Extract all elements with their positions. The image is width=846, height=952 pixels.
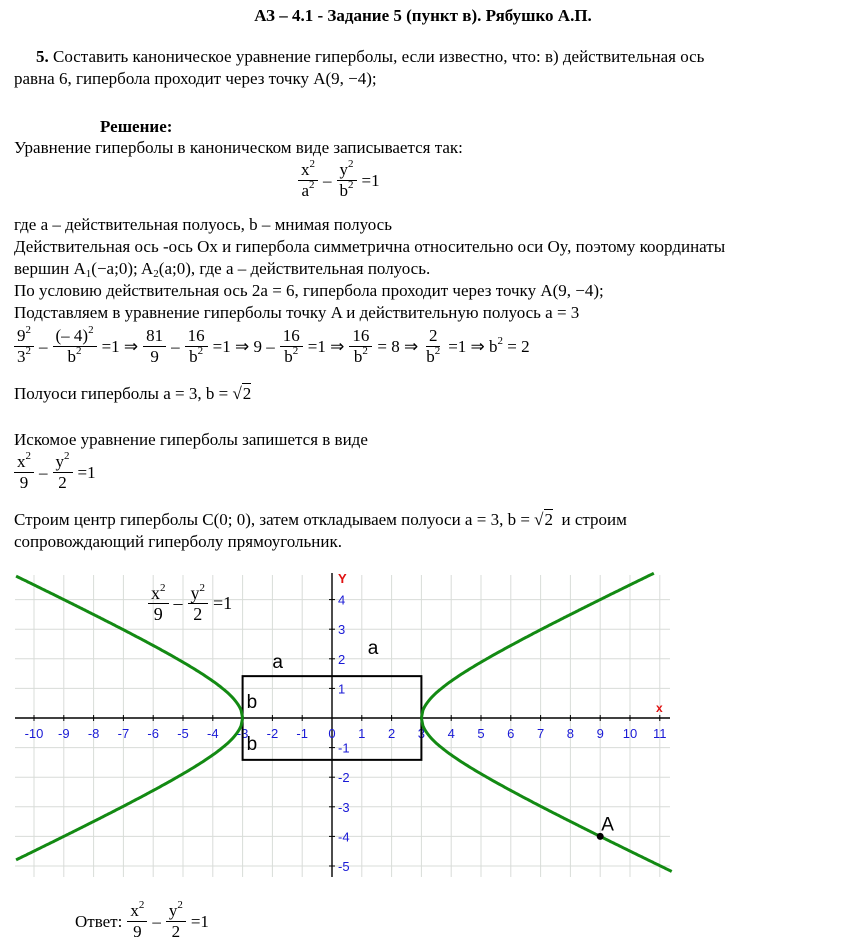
rect-label-b: b <box>246 692 258 713</box>
y-tick-label: 2 <box>338 651 346 667</box>
graph-equation: $\frac{x^2}{9}$ – $\frac{y^2}{2}$ =1 <box>146 583 235 624</box>
y-tick-label: -3 <box>338 799 350 815</box>
rect-label-a: a <box>367 638 379 660</box>
axis-text-1: Действительная ось -ось Ox и гипербола симметрична относительно оси Oy, поэтому координаты <box>14 237 726 256</box>
intro-text: Уравнение гиперболы в каноническом виде записывается так: <box>14 138 463 157</box>
x-tick-label: -7 <box>117 726 130 741</box>
condition-text: По условию действительная ось 2a = 6, гипербола проходит через точку A(9, −4); <box>14 281 604 300</box>
x-tick-label: -6 <box>147 726 159 741</box>
answer-label: Ответ: <box>75 911 123 931</box>
result-equation: $\frac{x^2}{9}$ – $\frac{y^2}{2}$ =1 <box>12 452 99 493</box>
rect-label-a: a <box>272 652 283 674</box>
canonical-equation: $\frac{x^2}{a^2}$ – $\frac{y^2}{b^2}$ =1 <box>296 160 383 201</box>
solution-heading: Решение: <box>100 117 173 136</box>
problem-line-2: равна 6, гипербола проходит через точку A(9, −4); <box>14 69 377 88</box>
x-tick-label: 9 <box>596 726 604 741</box>
hyperbola-graph <box>0 565 690 885</box>
problem-number: 5. <box>36 47 49 66</box>
x-tick-label: 4 <box>447 726 455 741</box>
x-tick-label: -10 <box>24 726 44 741</box>
hyperbola-right-upper <box>421 573 653 718</box>
rect-label-b: b <box>246 734 258 755</box>
hyperbola-right-lower <box>421 718 671 872</box>
point-a-label: A <box>601 814 614 836</box>
x-tick-label: 11 <box>653 726 667 741</box>
x-tick-label: -3 <box>236 726 249 741</box>
x-tick-label: 7 <box>536 726 545 741</box>
y-tick-label: -2 <box>338 770 350 786</box>
x-tick-label: 5 <box>477 726 485 741</box>
problem-line-1: Составить каноническое уравнение гиперболы, если известно, что: в) действительная ось <box>53 47 705 66</box>
x-tick-label: -8 <box>87 726 100 741</box>
x-tick-label: 6 <box>507 726 515 741</box>
substitute-text: Подставляем в уравнение гиперболы точку A и действительную полуось a = 3 <box>14 303 580 322</box>
y-tick-label: -4 <box>338 829 350 845</box>
problem-statement <box>14 45 834 68</box>
y-axis-name: Y <box>338 571 347 586</box>
x-tick-label: 8 <box>566 726 575 741</box>
derivation-chain: $\frac{9^2}{3^2}$ – $\frac{(- 4)^2}{b^2}$ =1 ⇒ $\frac{81}{9}$ – $\frac{16}{b^2}$ =1 ⇒ 9 – $\frac{16}{b^2}$ =1 ⇒ $\frac{16}{b^2}$ = 8 ⇒ $\frac{2}{b^2}$ =1 ⇒ $b^2 = 2$ <box>12 326 533 367</box>
x-tick-label: 0 <box>328 726 336 741</box>
y-tick-label: -1 <box>338 740 350 756</box>
semiaxes-text: Полуоси гиперболы a = 3, b = √2 <box>14 384 252 403</box>
x-tick-label: 1 <box>358 726 366 741</box>
x-tick-label: 10 <box>622 726 638 741</box>
y-tick-label: 3 <box>338 622 346 638</box>
y-tick-label: 4 <box>338 592 346 608</box>
y-tick-label: -5 <box>338 859 350 874</box>
x-tick-label: -4 <box>207 726 219 741</box>
x-axis-name: x <box>656 701 663 715</box>
answer: Ответ: $\frac{x^2}{9}$ – $\frac{y^2}{2}$ =1 <box>72 901 212 942</box>
x-tick-label: -2 <box>266 726 279 741</box>
y-tick-label: 1 <box>338 681 346 697</box>
axis-text-2: вершин $A_1(-a;0)$; $A_2(a;0)$, где a – действительная полуось. <box>14 259 431 280</box>
x-tick-label: 2 <box>387 726 396 741</box>
build-text-1: Строим центр гиперболы C(0; 0), затем откладываем полуоси a = 3, b = √2 и строим <box>14 510 627 529</box>
build-text-2: сопровождающий гиперболу прямоугольник. <box>14 532 342 551</box>
page-title: АЗ – 4.1 - Задание 5 (пункт в). Рябушко А.П. <box>254 6 592 25</box>
sought-text: Искомое уравнение гиперболы запишется в виде <box>14 430 368 449</box>
x-tick-label: -5 <box>177 726 189 741</box>
x-tick-label: 3 <box>417 726 426 741</box>
x-tick-label: -9 <box>58 726 70 741</box>
where-text: где a – действительная полуось, b – мнимая полуось <box>14 215 392 234</box>
x-tick-label: -1 <box>296 726 308 741</box>
